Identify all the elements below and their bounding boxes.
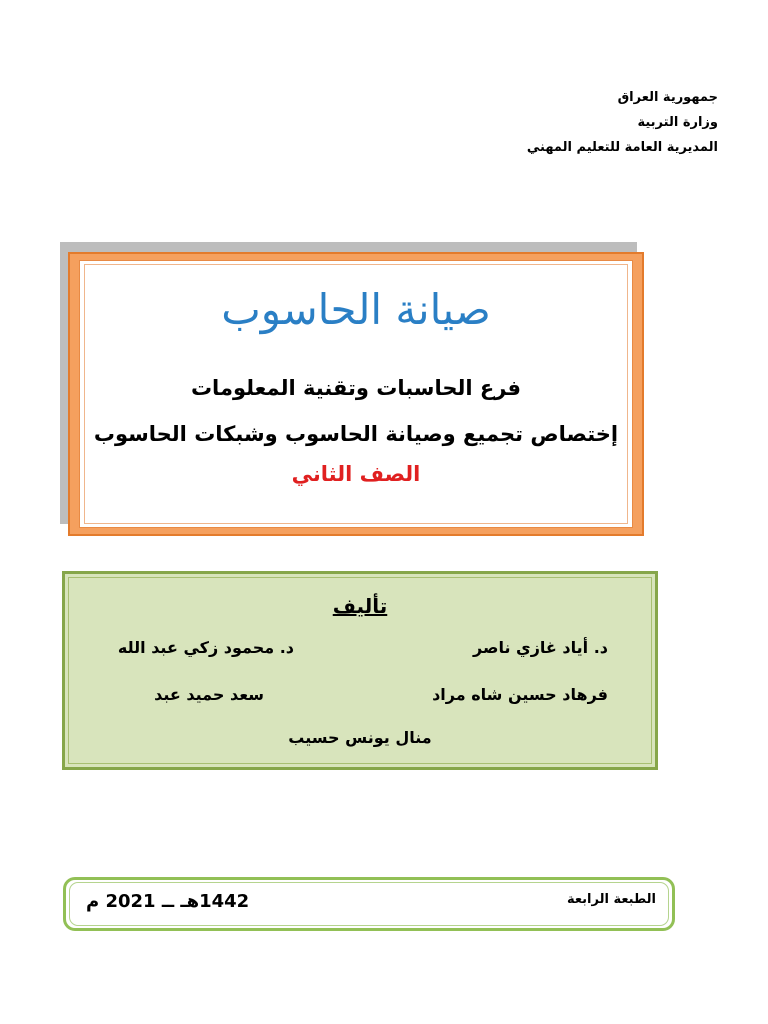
grade-level: الصف الثاني — [291, 462, 421, 486]
book-title: صيانة الحاسوب — [221, 285, 491, 334]
branch-name: فرع الحاسبات وتقنية المعلومات — [190, 376, 522, 400]
author-name: فرهاد حسين شاه مراد — [432, 685, 608, 704]
author-name: د. محمود زكي عبد الله — [117, 638, 294, 657]
header-country: جمهورية العراق — [617, 90, 718, 105]
author-name: د. أياد غازي ناصر — [473, 638, 608, 657]
edition-label: الطبعة الرابعة — [566, 892, 656, 907]
author-name: منال يونس حسيب — [288, 728, 432, 747]
author-name: سعد حميد عبد — [154, 685, 264, 704]
specialization-name: إختصاص تجميع وصيانة الحاسوب وشبكات الحاسوب — [93, 422, 619, 446]
header-directorate: المديرية العامة للتعليم المهني — [526, 140, 718, 155]
edition-date: 1442هـ ــ 2021 م — [86, 891, 250, 912]
authors-heading: تأليف — [332, 594, 388, 618]
header-ministry: وزارة التربية — [637, 115, 718, 130]
